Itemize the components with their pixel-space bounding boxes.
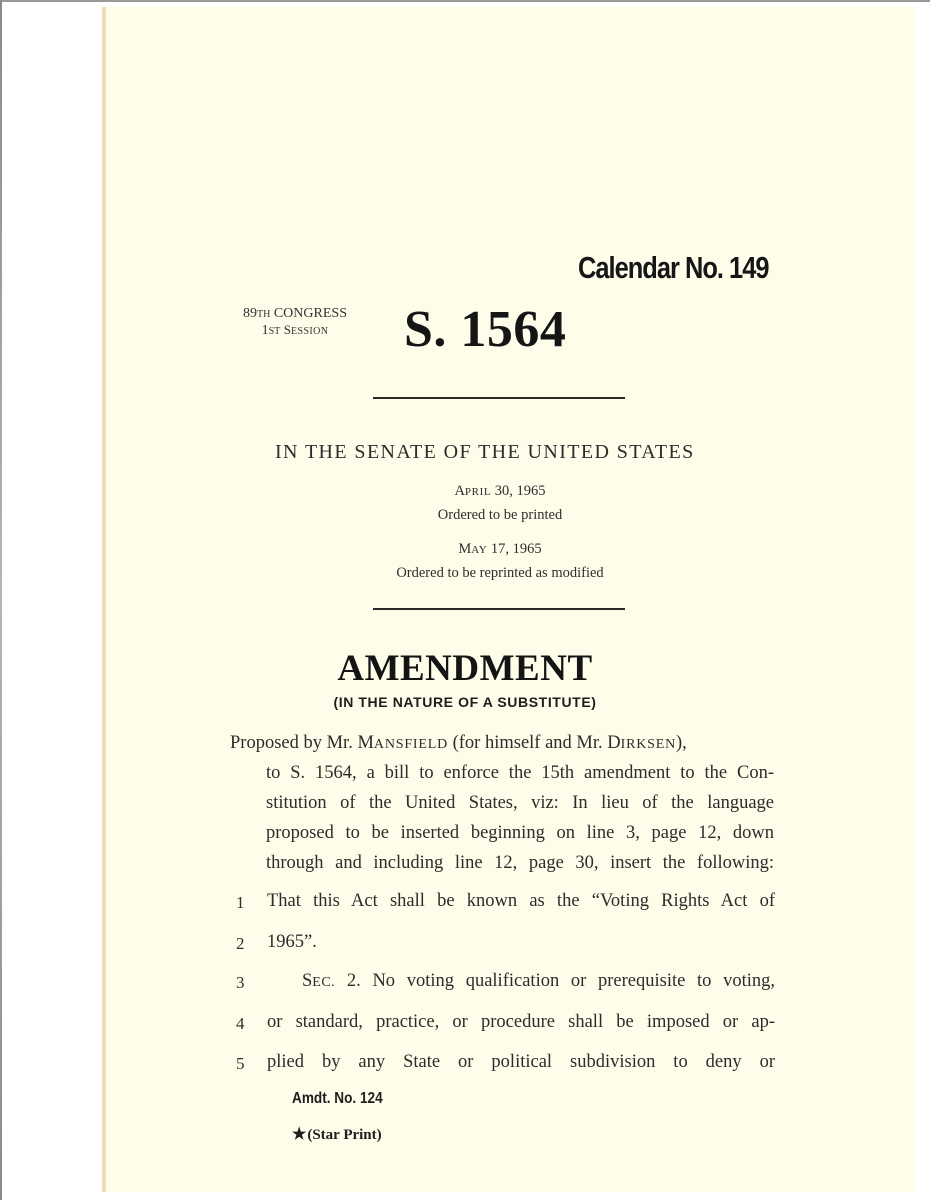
line-number: 3	[236, 973, 245, 992]
session-label: 1ST SESSION	[261, 322, 329, 338]
scan-border-top	[0, 0, 930, 2]
action-text: Ordered to be reprinted as modified	[396, 565, 604, 581]
line-number: 4	[236, 1014, 245, 1033]
preamble-line: Proposed by Mr. MANSFIELD (for himself and Mr. DIRKSEN),	[230, 733, 687, 753]
bill-text-line: That this Act shall be known as the “Voting Rights Act of	[267, 891, 775, 911]
line-number: 1	[236, 893, 245, 912]
document-title: AMENDMENT	[337, 648, 593, 689]
bill-text-line: or standard, practice, or procedure shall be imposed or ap-	[267, 1012, 775, 1032]
document-subtitle: (IN THE NATURE OF A SUBSTITUTE)	[333, 694, 597, 710]
bill-text-line: SEC. 2. No voting qualification or prerequisite to voting,	[302, 971, 775, 991]
star-print-label: ★(Star Print)	[292, 1126, 382, 1143]
line-number: 5	[236, 1054, 245, 1073]
action-date: MAY 17, 1965	[458, 541, 542, 557]
star-icon: ★	[292, 1126, 307, 1143]
line-number: 2	[236, 934, 245, 953]
action-date: APRIL 30, 1965	[454, 483, 546, 499]
congress-session	[226, 306, 364, 339]
action-text: Ordered to be printed	[437, 507, 563, 523]
bill-number: S. 1564	[404, 301, 567, 358]
preamble-line: through and including line 12, page 30, insert the following:	[266, 853, 774, 873]
amendment-number: Amdt. No. 124	[292, 1090, 383, 1107]
scan-border-left	[0, 0, 2, 1200]
bill-text-line: 1965”.	[267, 932, 317, 952]
chamber-heading: IN THE SENATE OF THE UNITED STATES	[275, 441, 695, 463]
bill-text-line: plied by any State or political subdivision to deny or	[267, 1052, 775, 1072]
calendar-number: Calendar No. 149	[578, 250, 769, 285]
preamble-line: to S. 1564, a bill to enforce the 15th amendment to the Con-	[266, 763, 774, 783]
preamble-line: proposed to be inserted beginning on line 3, page 12, down	[266, 823, 774, 843]
divider-rule	[373, 397, 625, 399]
divider-rule	[373, 608, 625, 610]
preamble-line: stitution of the United States, viz: In lieu of the language	[266, 793, 774, 813]
congress-label: 89TH CONGRESS	[243, 306, 347, 321]
